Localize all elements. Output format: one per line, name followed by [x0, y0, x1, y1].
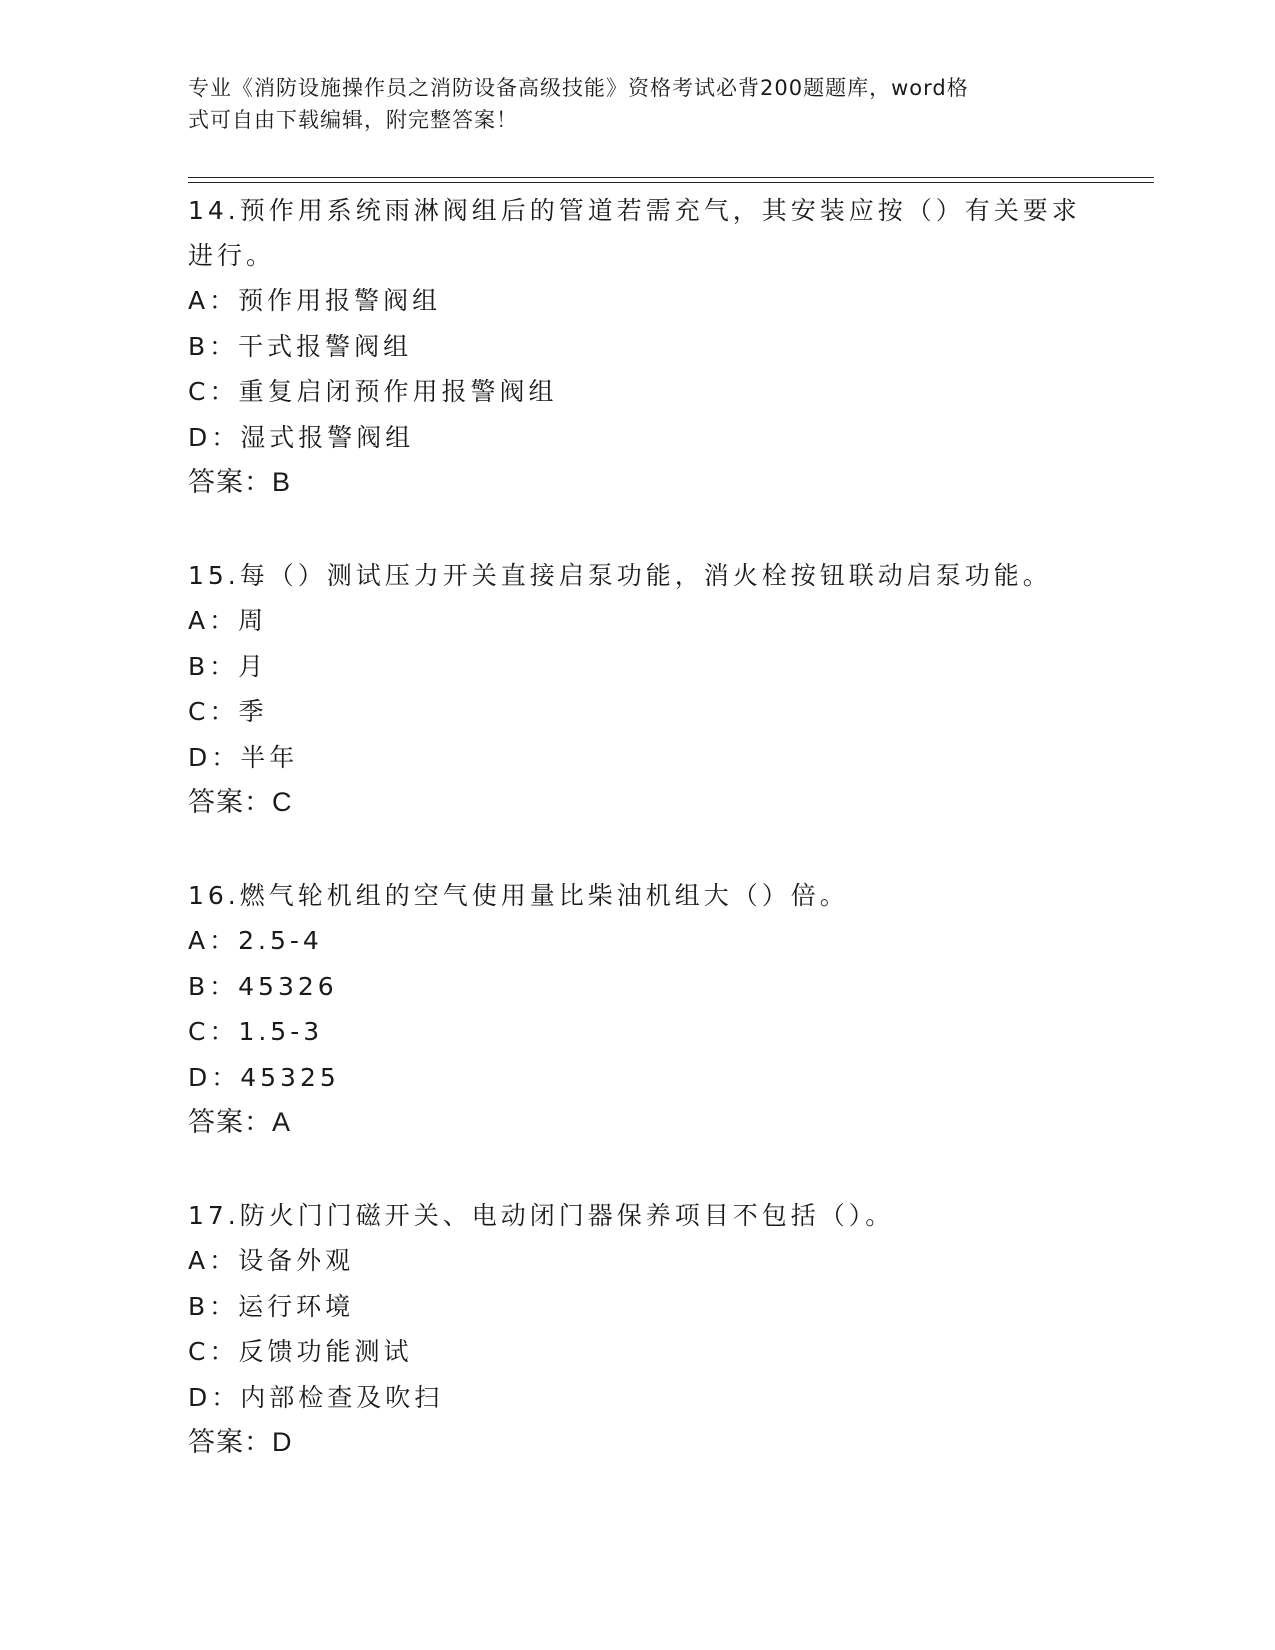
- question-text: 16.燃气轮机组的空气使用量比柴油机组大（）倍。: [188, 881, 849, 910]
- answer: 答案：C: [188, 787, 293, 817]
- option-c: C：重复启闭预作用报警阀组: [188, 377, 558, 406]
- question-text-line: 14.预作用系统雨淋阀组后的管道若需充气，其安装应按（）有关要求: [188, 196, 1081, 225]
- question-text: 15.每（）测试压力开关直接启泵功能，消火栓按钮联动启泵功能。: [188, 561, 1052, 590]
- question-14: [188, 188, 1088, 505]
- option-b: B：运行环境: [188, 1291, 355, 1321]
- question-list: [188, 188, 1088, 1513]
- question-15: [188, 553, 1088, 825]
- option-c: C：季: [188, 697, 268, 726]
- option-b: B：干式报警阀组: [188, 331, 413, 361]
- option-a: A：设备外观: [188, 1246, 355, 1275]
- option-a: A：2.5-4: [188, 926, 323, 955]
- document-header: [188, 72, 1068, 136]
- option-d: D：内部检查及吹扫: [188, 1382, 444, 1412]
- option-b: B：月: [188, 651, 268, 681]
- answer: 答案：A: [188, 1107, 292, 1137]
- header-line-2: 式可自由下载编辑，附完整答案！: [188, 108, 518, 132]
- option-b: B：45326: [188, 971, 338, 1001]
- header-divider-bottom: [188, 182, 1154, 183]
- header-divider-top: [188, 177, 1154, 178]
- option-c: C：1.5-3: [188, 1017, 324, 1046]
- header-line-1: 专业《消防设施操作员之消防设备高级技能》资格考试必背200题题库，word格: [188, 76, 969, 100]
- option-c: C：反馈功能测试: [188, 1337, 413, 1366]
- option-d: D：半年: [188, 742, 299, 772]
- question-16: [188, 873, 1088, 1145]
- question-text-line: 进行。: [188, 241, 276, 270]
- answer: 答案：D: [188, 1427, 293, 1457]
- option-d: D：湿式报警阀组: [188, 422, 415, 452]
- option-d: D：45325: [188, 1062, 340, 1092]
- question-text: [188, 188, 1088, 278]
- question-text: 17.防火门门磁开关、电动闭门器保养项目不包括（）。: [188, 1201, 895, 1230]
- option-a: A：预作用报警阀组: [188, 286, 442, 315]
- answer: 答案：B: [188, 467, 292, 497]
- option-a: A：周: [188, 606, 268, 635]
- question-17: [188, 1193, 1088, 1465]
